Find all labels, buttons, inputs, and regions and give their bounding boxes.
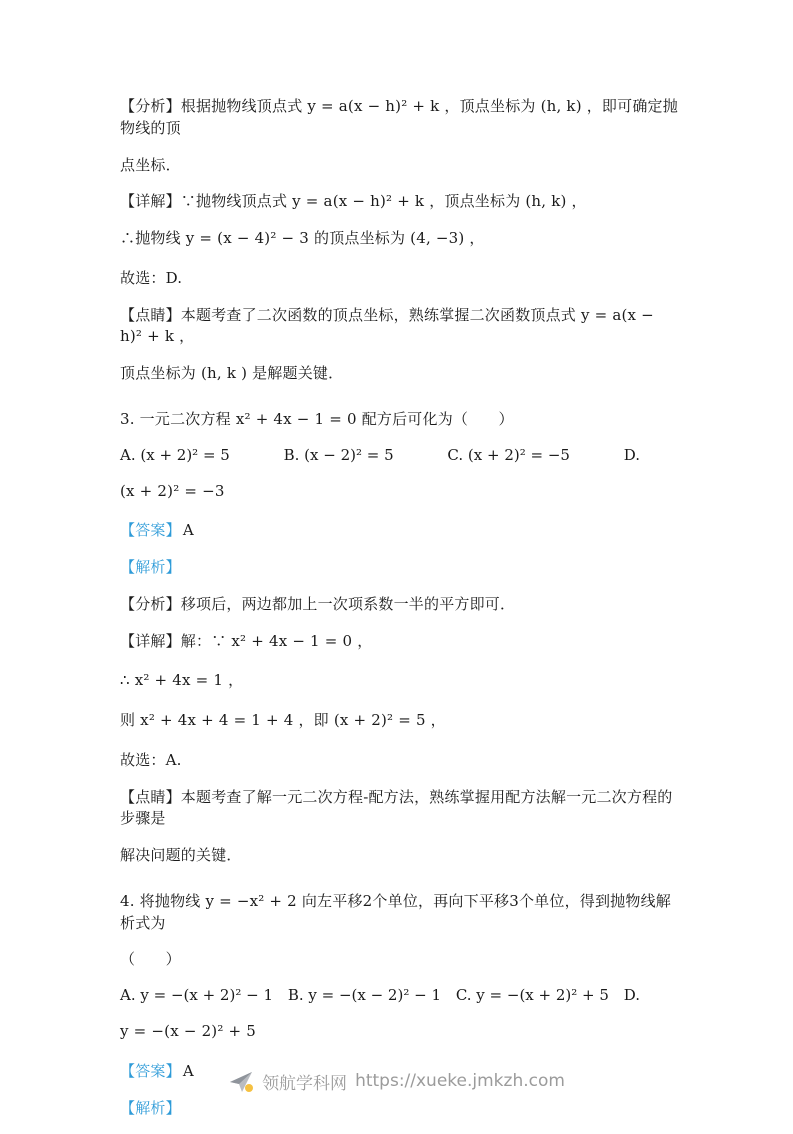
q4-option-c: C. y = −(x + 2)² + 5	[455, 986, 609, 1004]
sol2-note-line1: 【点睛】本题考查了二次函数的顶点坐标，熟练掌握二次函数顶点式 y = a(x − h)² + k ，	[120, 305, 654, 346]
q4-option-b: B. y = −(x − 2)² − 1	[287, 986, 441, 1004]
footer-watermark	[0, 1068, 793, 1094]
q3-sol-note1: 【点睛】本题考查了解一元二次方程-配方法，熟练掌握用配方法解一元二次方程的步骤是	[120, 787, 673, 828]
q3-sol-detail2: ∴ x² + 4x = 1 ，	[120, 671, 244, 690]
q3-answer-line	[120, 520, 680, 542]
q3-sol-detail1: 【详解】解：∵ x² + 4x − 1 = 0 ，	[120, 631, 373, 650]
q3-option-b: B. (x − 2)² = 5	[283, 445, 394, 464]
q3-sol-analysis: 【分析】移项后，两边都加上一次项系数一半的平方即可．	[120, 594, 516, 613]
q4-analysis-label	[120, 1098, 680, 1120]
q4-stem: 4. 将抛物线 y = −x² + 2 向左平移2个单位，再向下平移3个单位，得到抛物线解析式为	[120, 891, 671, 932]
q3-option-a: A. (x + 2)² = 5	[120, 445, 230, 464]
sol2-note-line2: 顶点坐标为 (h, k ) 是解题关键．	[120, 364, 344, 382]
q3-option-d-wrap: (x + 2)² = −3	[120, 481, 225, 500]
answer-label: 【答案】	[120, 521, 181, 540]
q4-stem-wrap: （ ）	[120, 950, 181, 969]
q3-options-row	[120, 446, 640, 464]
analysis-label: 【解析】	[120, 1098, 181, 1117]
q4-option-d-wrap: y = −(x − 2)² + 5	[120, 1022, 257, 1040]
sol2-analysis-line2: 点坐标．	[120, 155, 181, 174]
q4-option-d: D.	[623, 986, 640, 1004]
q3-option-d: D.	[623, 445, 640, 464]
q3-sol-note2: 解决问题的关键．	[120, 846, 242, 864]
sol2-detail-line2: ∴抛物线 y = (x − 4)² − 3 的顶点坐标为 (4, −3) ，	[120, 229, 485, 247]
sol2-detail-line1: 【详解】∵抛物线顶点式 y = a(x − h)² + k ，顶点坐标为 (h, k) ，	[120, 192, 587, 211]
sol2-analysis-line1: 【分析】根据抛物线顶点式 y = a(x − h)² + k ，顶点坐标为 (h, k) ，即可确定抛物线的顶	[120, 97, 678, 137]
q3-sol-choice: 故选：A.	[120, 750, 182, 769]
q4-options-row	[120, 986, 640, 1004]
q3-answer-value: A	[182, 521, 194, 540]
q4-option-a: A. y = −(x + 2)² − 1	[120, 986, 273, 1004]
q3-sol-detail3: 则 x² + 4x + 4 = 1 + 4 ，即 (x + 2)² = 5 ，	[120, 711, 446, 729]
sol2-choice-line: 故选：D.	[120, 268, 183, 287]
q3-analysis-label	[120, 557, 680, 579]
analysis-label: 【解析】	[120, 558, 181, 576]
q3-stem: 3. 一元二次方程 x² + 4x − 1 = 0 配方后可化为（ ）	[120, 409, 514, 428]
footer-url: https://xueke.jmkzh.com	[355, 1071, 565, 1091]
answer-label: 【答案】	[120, 1061, 181, 1080]
q4-answer-value: A	[182, 1061, 194, 1080]
q3-option-c: C. (x + 2)² = −5	[447, 445, 570, 464]
site-logo-icon	[228, 1068, 254, 1094]
footer-site-name: 领航学科网	[262, 1073, 348, 1094]
document-body	[120, 96, 680, 1134]
